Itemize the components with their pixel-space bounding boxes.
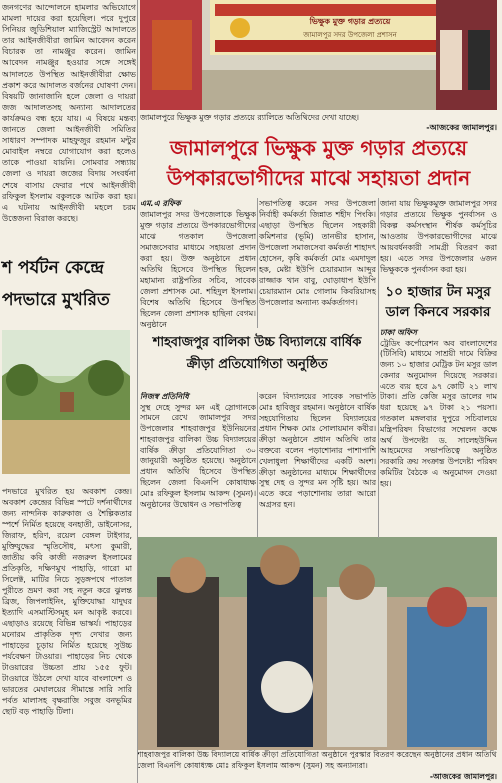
sports-prize-photo [137,537,497,757]
lentils-dateline: ঢাকা অফিস [380,328,417,337]
lentils-body-text: ট্রেডিং কর্পোরেশন অব বাংলাদেশের (টিসিবি) মাধ্যমে সাশ্রয়ী দামে বিক্রির জন্য ১০ হাজার মেট্রিক টন মসুর ডাল কেনার অনুমোদন দিয়েছে সরকার। এতে ব্যয় হবে ৯৭ কোটি ২১ লাখ টাকা। প্রতি কেজি মসুর ডালের দাম ধরা হয়েছে ৯৭ টাকা ২১ পয়সা। গতকাল মঙ্গলবার দুপুরে সচিবালয়ে মন্ত্রিপরিষদ বিভাগের সম্মেলন কক্ষে অর্থ উপদেষ্টা ড. সালেহউদ্দিন আহমেদের সভাপতিত্বে অনুষ্ঠিত সরকারি ক্রয় সংক্রান্ত উপদেষ্টা পরিষদ কমিটির বৈঠকে এ অনুমোদন দেওয়া হয়। [380,338,497,488]
banner-text-2: জামালপুর সদর উপজেলা প্রশাসন [303,31,397,39]
sports-col2: করেন বিদ্যালয়ের সাবেক সভাপতি মোঃ হাবিজুর রহমান। অনুষ্ঠানে বার্ষিক সহযোগিতায় ছিলেন বিদ্যালয়ের প্রধান শিক্ষক মোঃ সোলায়মান কবীর। ক্রীড়া অনুষ্ঠানে প্রধান অতিথি তার বক্তব্যে বলেন পড়াশোনার পাশাপাশি খেলাধুলা শিক্ষার্থীদের একটি অংশ। ক্রীড়া অনুষ্ঠানের মাধ্যমে শিক্ষার্থীদের সুস্থ দেহ ও সুন্দর মন সৃষ্টি হয়। আর এতে করে পড়াশোনায় তারা আরো অগ্রসর হন। [259,392,376,509]
beggar-col1-text: জামালপুর সদর উপজেলাকে ভিক্ষুক মুক্ত গড়ার প্রত্যয়ে উপকারভোগীদের মাঝে গতকাল উপজেলা সমাজসেবার মাধ্যমে সহায়তা প্রদান করা হয়। উক্ত অনুষ্ঠানে প্রধান অতিথি হিসেবে উপস্থিত ছিলেন মহামান্য রাষ্ট্রপতির সচিব, সাবেক জেলা প্রশাসক মো. শহিদুল ইসলাম। বিশেষ অতিথি হিসেবে উপস্থিত ছিলেন জেলা প্রশাসক হাছিনা বেগম। অনুষ্ঠানে [140,210,256,328]
top-photo-caption: জামালপুরে ভিক্ষুক মুক্ত গড়ার প্রত্যয়ে র‌্যালিতে অতিথিদের দেখা যাচ্ছে। [140,113,359,122]
column-divider [257,392,258,537]
top-left-column-text: জনগণের আন্দোলনে হামলার অভিযোগে মামলা দায়ের করা হয়েছিল। পরে দুপুরে সিনিয়র জুডিশিয়াল ম্যাজিস্ট্রেট আদালতে তার আইনজীবীরা জামিন আবেদন করেন বিচারক তা নামঞ্জুর করেন। জামিন আবেদন নামঞ্জুর হওয়ার সঙ্গে সঙ্গেই আদালতে উপস্থিত আইনজীবীরা ক্ষোভ প্রকাশ করে আদালত বর্জনের ঘোষণা দেন। বিষয়টি জানাজানি হলে জেলা ও দায়রা জজ আদালতসহ অন্যান্য আদালতের কার্যক্রমও বন্ধ হয়ে যায়। এ বিষয়ে মন্তব্য জানতে জেলা আইনজীবী সমিতির সাধারণ সম্পাদক মাহফুজুর রহমান মন্টুর মোবাইল নম্বরে যোগাযোগ করা হলেও তাকে পাওয়া যায়নি। সোমবার সন্ধ্যায় জেলা ও দায়রা জজের বিদায় সংবর্ধনা শেষে বাসায় ফেরার পথে আইনজীবী রফিকুল ইসলাম বকুলকে আটক করা হয়। এ ঘটনায় আইনজীবী মহলে চরম উত্তেজনা বিরাজ করছে। [2,3,136,223]
main-headline [140,134,497,198]
bottom-photo-credit: -আজকের জামালপুর। [429,772,497,781]
tourism-body: পদভারে মুখরিত হয় অবকাশ কেন্দ্র। অবকাশ কেন্দ্রের বিভিন্ন স্পটে দর্শনার্থীদের জন্য নান্দনিক কারুকাজ ও শৈল্পিকতার স্পর্শে নির্মিত হয়েছে বনহাতী, ডাইনোসর, জিরাফ, হরিণ, রয়েল বেঙ্গল টাইগার, মুক্তিযুদ্ধের স্মৃতিসৌধ, মৎস্য কুমারী, জাতীয় কবি কাজী নজরুল ইসলামের প্রতিকৃতি, দক্ষিণমুখ পাহাড়ি, গারো মা সিলেক্ট, মাটির নিচে সুড়ঙ্গপথে পাতাল পুরীতে ভ্রমণ করা সহ নতুন করে ঝুলন্ত ব্রিজ, জিপলাইনিং, মুক্তিযোদ্ধা যাদুঘর ইত্যাদি এসমাস্টিসমূহ মন আকৃষ্ট করবে। এছাড়াও রয়েছে বিভিন্ন ভাস্কর্য। পাহাড়ের মনোরম প্রাকৃতিক দৃশ্য দেখার জন্য পাহাড়ের চূড়ায় নির্মিত হয়েছে সুউচ্চ পর্যবেক্ষণ টাওয়ার। পাহাড়ের নিচ থেকে টাওয়ারের উচ্চতা প্রায় ১৫৫ ফুট। টাওয়ারে উঠলে দেখা যাবে বাংলাদেশ ও ভারতের মেঘালয়ের সীমান্তে সারি সারি পর্বত মালাসহ বৃক্ষরাজি সবুজ বনভূমির ছোট বড় পাহাড়ি টিলা। [2,487,132,716]
lentils-body [380,328,497,538]
park-photo-illustration [2,330,130,474]
column-divider [257,198,258,328]
sports-col1-text: সুস্থ দেহে সুন্দর মন এই স্লোগানকে সামনে রেখে জামালপুর সদর উপজেলার শাহবাজপুর ইউনিয়নের শাহবাজপুর বালিকা উচ্চ বিদ্যালয়ের বার্ষিক ক্রীড়া প্রতিযোগিতা ৩০ জানুয়ারী অনুষ্ঠিত হয়েছে। অনুষ্ঠানে প্রধান অতিথি হিসেবে উপস্থিত ছিলেন জেলা বিএনপি কোষাধ্যক্ষ মোঃ রফিকুল ইসলাম আকন্দ (সুমন)। অনুষ্ঠানের উদ্বোধন ও সভাপতিত্ব [140,402,256,509]
lentils-headline-line1: ১০ হাজার টন মসুর [385,284,491,300]
beggar-dateline: এম.এ রফিক [140,199,181,208]
sports-dateline: নিজস্ব প্রতিনিধি [140,392,189,401]
top-rally-photo [140,0,497,110]
tourism-headline-line2: পদভারে মুখরিত [2,290,110,310]
column-divider [378,198,379,538]
beggar-story-col1 [140,198,256,328]
tourism-photo [2,330,130,474]
tourism-headline-line1: শ পর্যটন কেন্দ্রে [2,258,105,278]
main-headline-line2: উপকারভোগীদের মাঝে সহায়তা প্রদান [166,166,471,190]
top-photo-credit: -আজকের জামালপুর। [426,123,497,132]
bottom-photo-caption: শাহবাজপুর বালিকা উচ্চ বিদ্যালয়ে বার্ষিক ক্রীড়া প্রতিযোগিতা অনুষ্ঠানে পুরস্কার বিতরণ করেছেন অনুষ্ঠানের প্রধান অতিথি জেলা বিএনপি কোষাধ্যক্ষ মোঃ রফিকুল ইসলাম আকন্দ (সুমন) সহ অন্যান্যরা। [137,750,497,772]
sports-headline-line1: শাহবাজপুর বালিকা উচ্চ বিদ্যালয়ে বার্ষিক [152,335,362,350]
beggar-story-col3: জানা যায় ভিক্ষুকমুক্ত জামালপুর সদর গড়ার প্রত্যয়ে ভিক্ষুক পুনর্বাসন ও বিকল্প কর্মসংস্থান শীর্ষক কর্মসূচির আওতায় উপকারভোগীদের মাঝে আয়বর্ধনকারী সামগ্রী বিতরণ করা হয়। এতে সদর উপজেলার ৬জন ভিক্ষুককে পুনর্বাসন করা হয়। [380,199,497,274]
sports-headline [137,333,377,388]
main-headline-line1: জামালপুরে ভিক্ষুক মুক্ত গড়ার প্রত্যয়ে [169,136,468,160]
sports-col1 [140,392,256,542]
prize-photo-illustration [137,537,497,757]
banner-text-1: ভিক্ষুক মুক্ত গড়ার প্রত্যয়ে [309,17,391,26]
lentils-headline-line2: ডাল কিনবে সরকার [385,304,491,320]
column-divider [137,0,138,783]
beggar-story-col2: সভাপতিত্ব করেন সদর উপজেলা নির্বাহী কর্মকর্তা জিন্নাত শহীদ পিংকি। এছাড়া উপস্থিত ছিলেন সহকারী কমিশনার (ভূমি) তানভীর হাসান, উপজেলা সমাজসেবা কর্মকর্তা শাহাদৎ হোসেন, কৃষি কর্মকর্তা মোঃ এমদাদুল হক, মেষ্টা ইউপি চেয়ারম্যান আব্দুর রাজ্জাক খান বাবু, ঘোড়াধাপ ইউপি চেয়ারম্যান মোঃ গোলাম কিবরিয়াসহ উপজেলার অন্যান্য কর্মকর্তাগণ। [259,199,376,307]
tourism-headline [0,255,137,325]
sports-headline-line2: ক্রীড়া প্রতিযোগিতা অনুষ্ঠিত [186,357,328,372]
